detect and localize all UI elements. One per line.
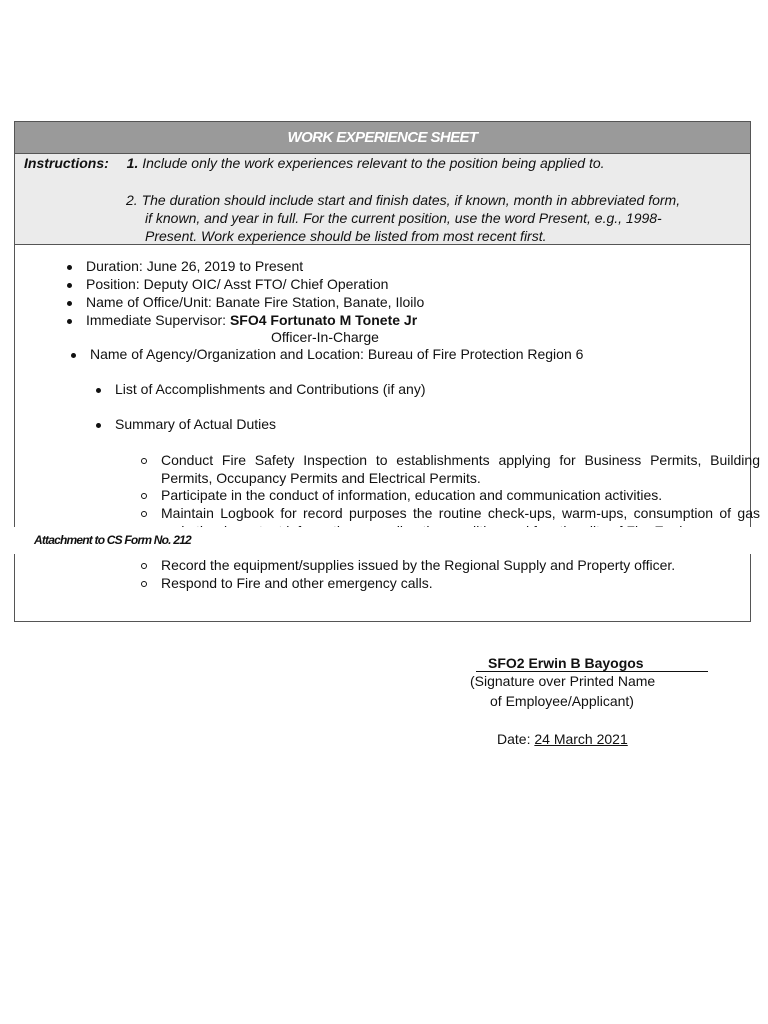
- office-item: Name of Office/Unit: Banate Fire Station, Banate, Iloilo: [86, 294, 425, 310]
- instruction-1-number: 1.: [126, 155, 139, 171]
- instructions-box: [15, 154, 750, 245]
- supervisor-label: Immediate Supervisor:: [86, 312, 230, 328]
- sheet-title: WORK EXPERIENCE SHEET: [15, 122, 750, 154]
- position-item: Position: Deputy OIC/ Asst FTO/ Chief Operation: [86, 276, 389, 292]
- instruction-1-text: Include only the work experiences relevant to the position being applied to.: [142, 155, 605, 171]
- duty-item: Record the equipment/supplies issued by the Regional Supply and Property officer.: [161, 556, 760, 574]
- signature-name: SFO2 Erwin B Bayogos: [476, 655, 708, 672]
- supervisor-item: [86, 312, 417, 328]
- duty-item: Maintain Logbook for record purposes the routine check-ups, warm-ups, consumption of gas: [161, 504, 760, 540]
- instruction-2: [126, 191, 741, 245]
- duty-item: Respond to Fire and other emergency calls.: [161, 574, 760, 592]
- duration-item: Duration: June 26, 2019 to Present: [86, 258, 304, 274]
- date-label: Date:: [497, 731, 535, 747]
- duty-item: Participate in the conduct of information, education and communication activities.: [161, 486, 760, 504]
- attachment-label: Attachment to CS Form No. 212: [34, 533, 191, 547]
- duties-heading: Summary of Actual Duties: [115, 416, 277, 432]
- instruction-2-line-1: The duration should include start and finish dates, if known, month in abbreviated form,: [141, 192, 681, 208]
- signature-caption-2: of Employee/Applicant): [490, 693, 634, 709]
- date-value: 24 March 2021: [534, 731, 628, 747]
- signature-caption-1: (Signature over Printed Name: [470, 673, 656, 689]
- supervisor-name: SFO4 Fortunato M Tonete Jr: [229, 312, 418, 328]
- instruction-2-line-3: Present. Work experience should be listed from most recent first.: [145, 228, 547, 244]
- supervisor-title: Officer-In-Charge: [271, 329, 379, 345]
- instruction-1: [24, 155, 605, 171]
- accomplishments-item: List of Accomplishments and Contributions (if any): [115, 381, 426, 397]
- duty-item: Conduct Fire Safety Inspection to establishments applying for Business Permits, Building Permits, Occupancy Permits and Electrical Permits.: [161, 452, 760, 486]
- date-line: [497, 731, 628, 747]
- instructions-label: Instructions:: [24, 155, 109, 171]
- instruction-2-number: 2.: [126, 192, 138, 208]
- instruction-2-line-2: if known, and year in full. For the current position, use the word Present, e.g., 1998-: [145, 210, 662, 226]
- agency-item: Name of Agency/Organization and Location: Bureau of Fire Protection Region 6: [90, 346, 584, 362]
